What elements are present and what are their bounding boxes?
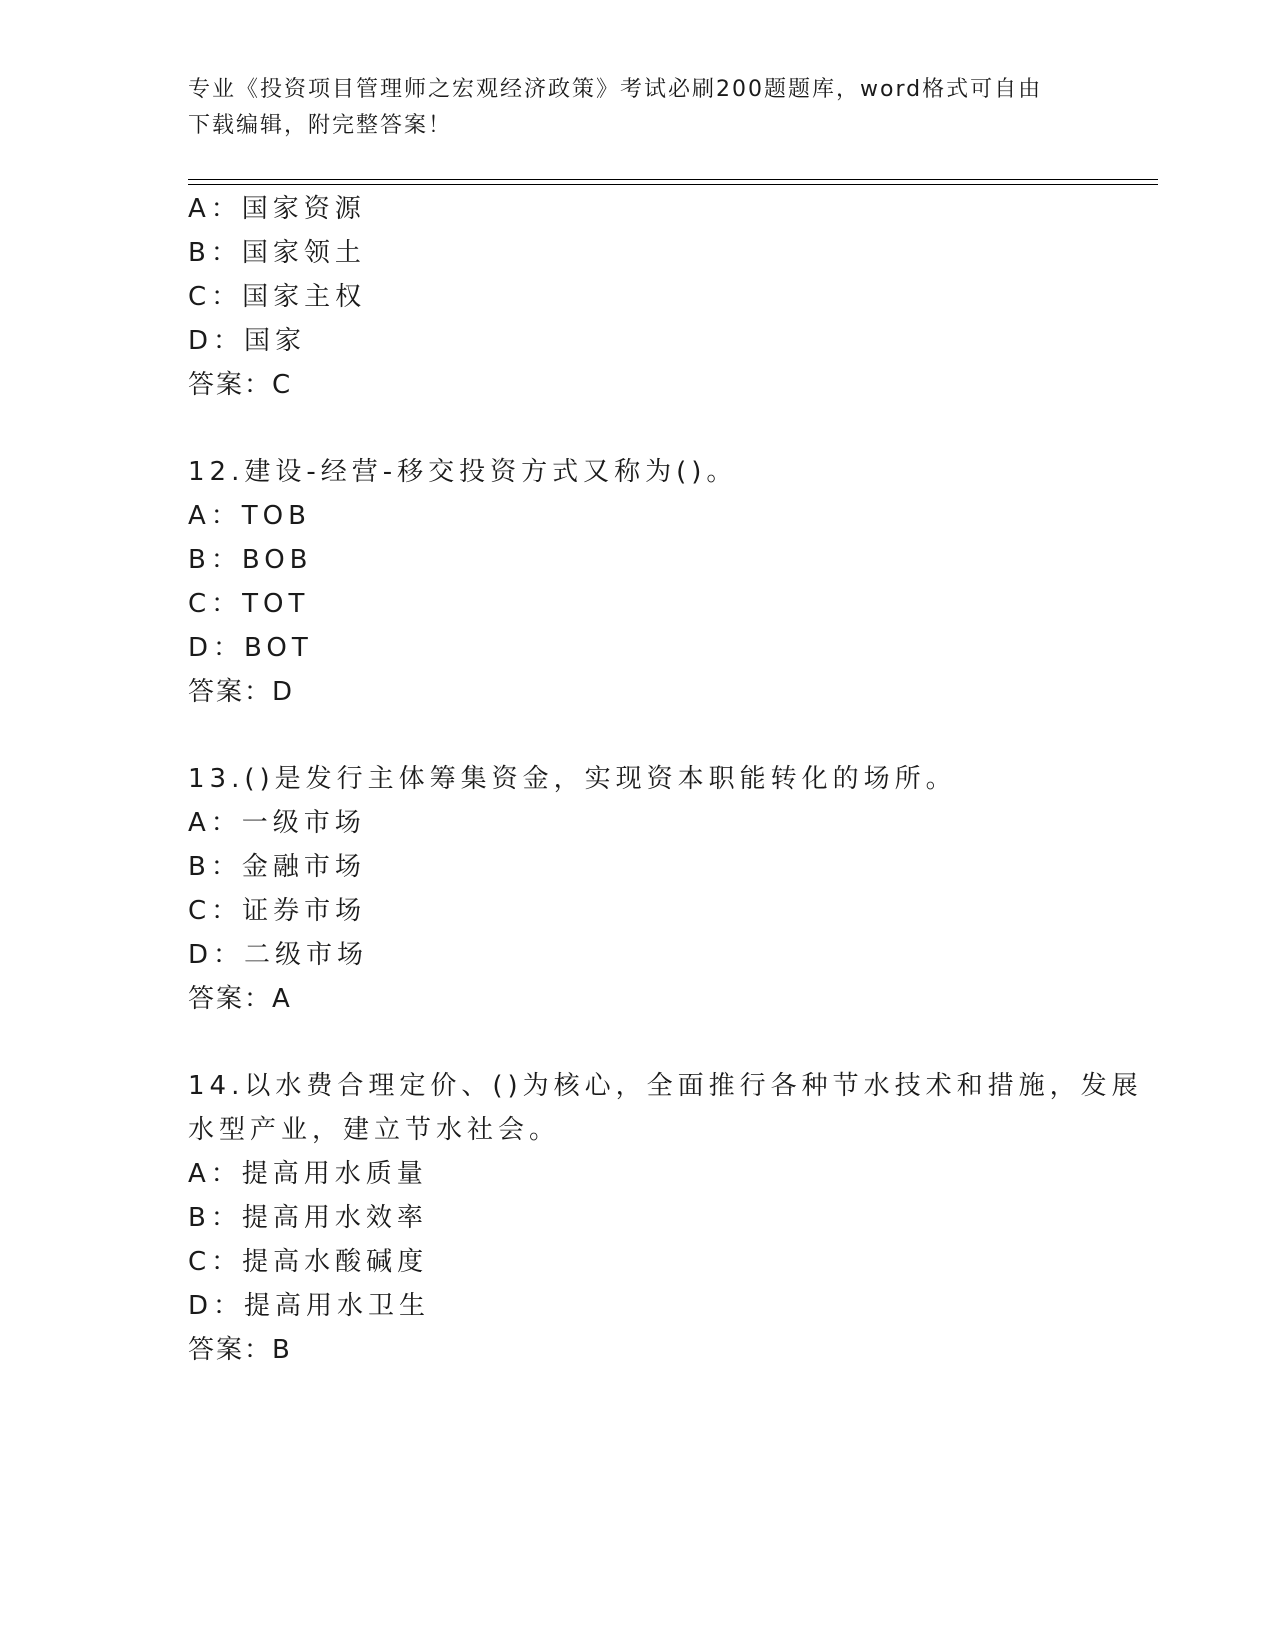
header-rule-bottom — [188, 184, 1158, 185]
q14-question-line-2: 水型产业，建立节水社会。 — [188, 1115, 561, 1145]
q14-question-line-1: 14.以水费合理定价、()为核心，全面推行各种节水技术和措施，发展 — [188, 1071, 1143, 1101]
q14-option-c: C：提高水酸碱度 — [188, 1247, 429, 1277]
q14-option-b: B：提高用水效率 — [188, 1203, 428, 1233]
q12-option-d: D：BOT — [188, 633, 313, 663]
q14-option-d: D：提高用水卫生 — [188, 1291, 431, 1321]
q13-option-a: A：一级市场 — [188, 808, 366, 838]
q11-option-d: D：国家 — [188, 326, 307, 356]
q11-option-a: A：国家资源 — [188, 194, 366, 224]
q12-option-c: C：TOT — [188, 589, 310, 619]
q13-question: 13.()是发行主体筹集资金，实现资本职能转化的场所。 — [188, 764, 957, 794]
header-rule-top — [188, 179, 1158, 180]
q14-answer: 答案：B — [188, 1335, 292, 1365]
q13-answer: 答案：A — [188, 984, 292, 1014]
q13-option-d: D：二级市场 — [188, 940, 369, 970]
q12-option-b: B：BOB — [188, 545, 313, 575]
q14-option-a: A：提高用水质量 — [188, 1159, 428, 1189]
document-header — [188, 72, 1088, 144]
q13-option-b: B：金融市场 — [188, 852, 366, 882]
q13-option-c: C：证券市场 — [188, 896, 367, 926]
header-line-2: 下载编辑，附完整答案！ — [188, 113, 453, 138]
header-line-1: 专业《投资项目管理师之宏观经济政策》考试必刷200题题库，word格式可自由 — [188, 77, 1043, 102]
q12-question: 12.建设-经营-移交投资方式又称为()。 — [188, 457, 738, 487]
q11-option-c: C：国家主权 — [188, 282, 367, 312]
q12-answer: 答案：D — [188, 677, 295, 707]
q11-option-b: B：国家领土 — [188, 238, 366, 268]
q12-option-a: A：TOB — [188, 501, 311, 531]
q11-answer: 答案：C — [188, 370, 293, 400]
